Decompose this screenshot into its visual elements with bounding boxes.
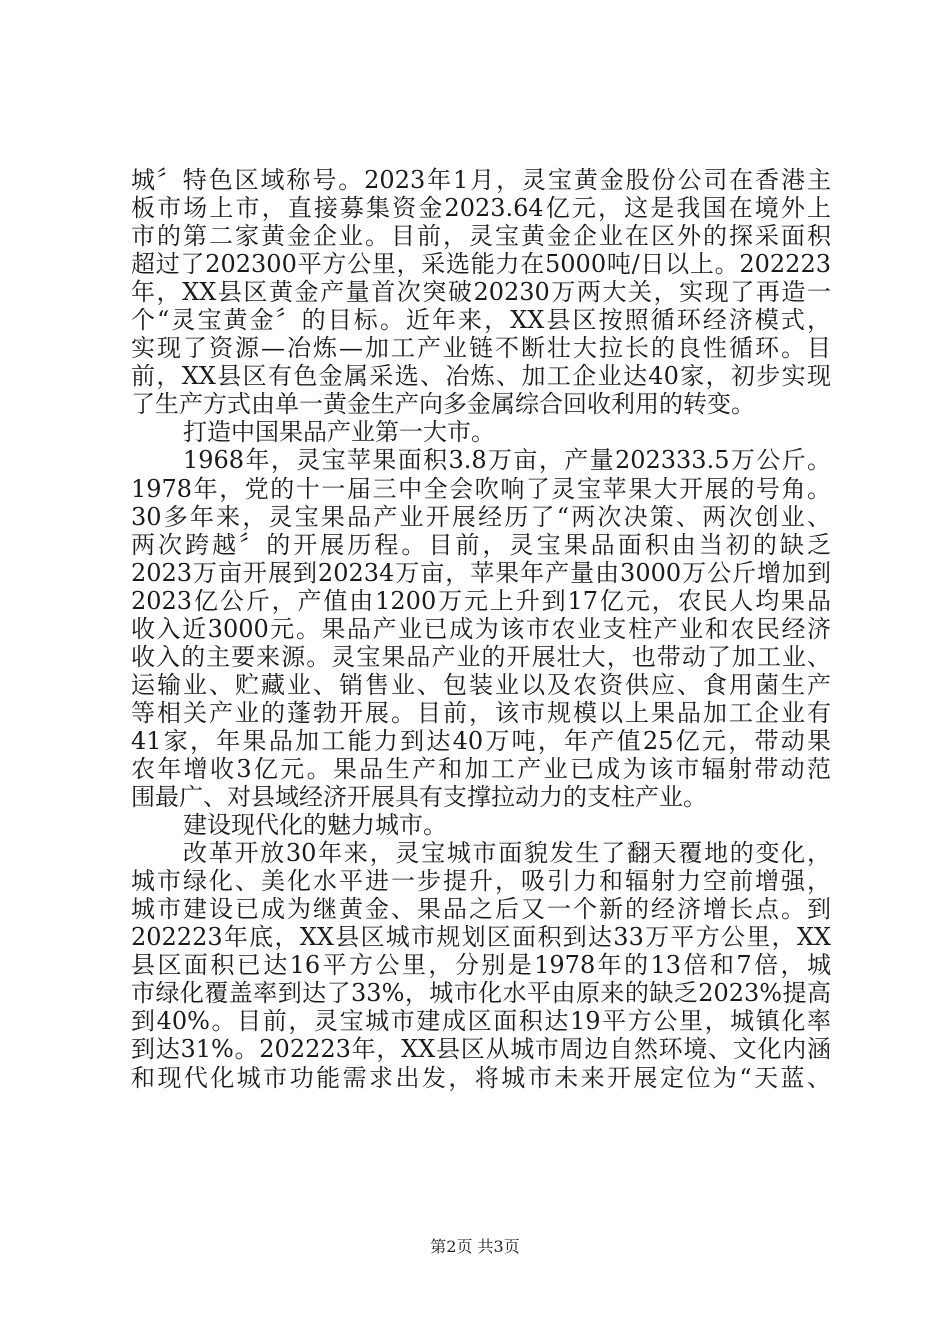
text-line: 1978年，党的十一届三中全会吹响了灵宝苹果大开展的号角。 — [131, 474, 831, 503]
text-line: 前，XX县区有色金属采选、冶炼、加工企业达40家，初步实现 — [131, 362, 831, 391]
text-line: 到达31%。202223年，XX县区从城市周边自然环境、文化内涵 — [131, 1035, 831, 1064]
text-line: 打造中国果品产业第一大市。 — [183, 418, 495, 447]
text-line: 了生产方式由单一黄金生产向多金属综合回收利用的转变。 — [131, 390, 755, 419]
text-line: 收入的主要来源。灵宝果品产业的开展壮大，也带动了加工业、 — [131, 642, 831, 671]
text-line: 围最广、对县域经济开展具有支撑拉动力的支柱产业。 — [131, 783, 707, 812]
text-line: 个“灵宝黄金〞的目标。近年来，XX县区按照循环经济模式， — [131, 306, 831, 335]
text-line: 两次跨越〞的开展历程。目前，灵宝果品面积由当初的缺乏 — [131, 530, 831, 559]
text-line: 超过了202300平方公里，采选能力在5000吨/日以上。202223 — [131, 250, 831, 279]
text-line: 农年增收3亿元。果品生产和加工产业已成为该市辐射带动范 — [131, 754, 831, 783]
text-line: 和现代化城市功能需求出发，将城市未来开展定位为“天蓝、 — [131, 1063, 831, 1092]
text-line: 2023万亩开展到20234万亩，苹果年产量由3000万公斤增加到 — [131, 558, 831, 587]
text-line: 收入近3000元。果品产业已成为该市农业支柱产业和农民经济 — [131, 614, 831, 643]
text-line: 改革开放30年来，灵宝城市面貌发生了翻天覆地的变化， — [183, 839, 831, 868]
text-line: 市绿化覆盖率到达了33%，城市化水平由原来的缺乏2023%提高 — [131, 979, 831, 1008]
body-text — [131, 166, 831, 1092]
text-line: 县区面积已达16平方公里，分别是1978年的13倍和7倍，城 — [131, 951, 831, 980]
text-line: 城市绿化、美化水平进一步提升，吸引力和辐射力空前增强， — [131, 867, 831, 896]
text-line: 41家，年果品加工能力到达40万吨，年产值25亿元，带动果 — [131, 726, 831, 755]
text-line: 运输业、贮藏业、销售业、包装业以及农资供应、食用菌生产 — [131, 670, 831, 699]
text-line: 城〞特色区域称号。2023年1月，灵宝黄金股份公司在香港主 — [131, 166, 831, 194]
page-number-footer: 第2页 共3页 — [430, 1237, 520, 1256]
text-line: 2023亿公斤，产值由1200万元上升到17亿元，农民人均果品 — [131, 586, 831, 615]
text-line: 建设现代化的魅力城市。 — [183, 811, 447, 840]
text-line: 1968年，灵宝苹果面积3.8万亩，产量202333.5万公斤。 — [183, 446, 831, 475]
text-line: 城市建设已成为继黄金、果品之后又一个新的经济增长点。到 — [131, 895, 831, 924]
text-line: 等相关产业的蓬勃开展。目前，该市规模以上果品加工企业有 — [131, 698, 831, 727]
text-line: 202223年底，XX县区城市规划区面积到达33万平方公里，XX — [131, 923, 831, 952]
text-line: 实现了资源—冶炼—加工产业链不断壮大拉长的良性循环。目 — [131, 334, 831, 363]
text-line: 市的第二家黄金企业。目前，灵宝黄金企业在区外的探采面积 — [131, 222, 831, 251]
text-line: 板市场上市，直接募集资金2023.64亿元，这是我国在境外上 — [131, 194, 831, 223]
text-line: 30多年来，灵宝果品产业开展经历了“两次决策、两次创业、 — [131, 502, 831, 531]
text-line: 到40%。目前，灵宝城市建成区面积达19平方公里，城镇化率 — [131, 1007, 831, 1036]
text-line: 年，XX县区黄金产量首次突破20230万两大关，实现了再造一 — [131, 278, 831, 307]
